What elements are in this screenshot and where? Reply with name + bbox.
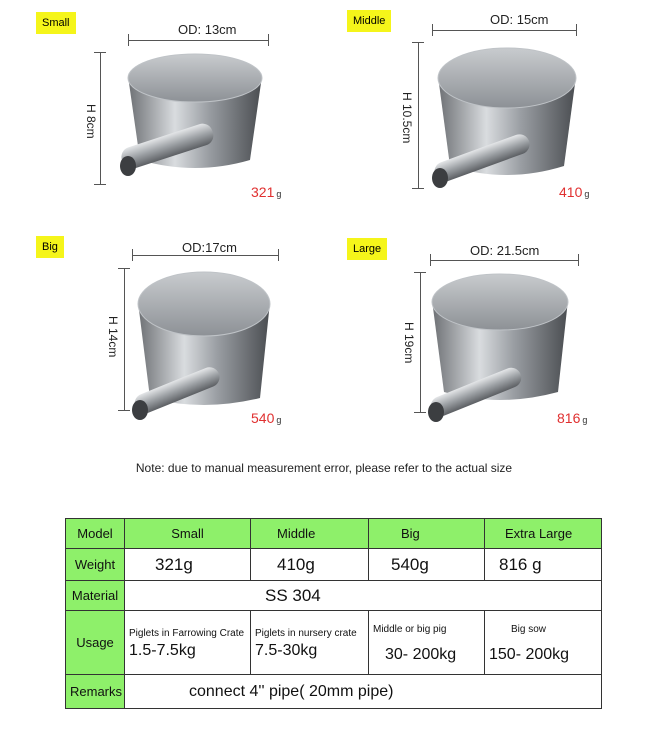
size-tag: Middle xyxy=(347,10,391,32)
weight-row xyxy=(66,549,602,581)
od-dimension-line xyxy=(430,260,578,261)
weight-unit: g xyxy=(276,415,282,425)
usage-row xyxy=(66,611,602,675)
size-tag: Big xyxy=(36,236,64,258)
usage-range: 1.5-7.5kg xyxy=(129,641,196,659)
weight-label xyxy=(559,184,589,200)
usage-range: 30- 200kg xyxy=(385,645,457,663)
weight-label xyxy=(557,410,587,426)
usage-desc: Piglets in nursery crate xyxy=(255,627,357,639)
od-tick xyxy=(578,254,579,266)
od-label: OD: 13cm xyxy=(178,22,237,37)
height-label: H 19cm xyxy=(402,322,416,364)
row-label-model: Model xyxy=(66,519,125,549)
height-dimension-line xyxy=(418,42,419,188)
bowl-image xyxy=(424,266,574,432)
usage-desc: Piglets in Farrowing Crate xyxy=(129,627,245,639)
usage-extra-large xyxy=(485,611,602,675)
usage-middle xyxy=(251,611,369,675)
weight-value: 816 xyxy=(557,410,581,426)
usage-range: 150- 200kg xyxy=(489,645,570,663)
od-tick xyxy=(432,24,433,36)
weight-small: 321g xyxy=(125,549,251,581)
measurement-note: Note: due to manual measurement error, please refer to the actual size xyxy=(135,461,513,475)
od-label: OD:17cm xyxy=(182,240,237,255)
bowl-image xyxy=(128,262,278,432)
height-tick xyxy=(94,184,106,185)
spec-table xyxy=(65,518,602,709)
od-tick xyxy=(278,249,279,261)
od-label: OD: 15cm xyxy=(490,12,549,27)
height-label: H 10.5cm xyxy=(400,92,414,144)
weight-value: 410 xyxy=(559,184,583,200)
od-tick xyxy=(128,34,129,46)
weight-unit: g xyxy=(584,189,590,199)
height-tick xyxy=(94,52,106,53)
od-dimension-line xyxy=(132,255,278,256)
usage-small xyxy=(125,611,251,675)
row-label-remarks: Remarks xyxy=(66,675,125,709)
model-middle: Middle xyxy=(251,519,369,549)
height-dimension-line xyxy=(420,272,421,412)
height-label: H 14cm xyxy=(106,316,120,358)
weight-extra-large: 816 g xyxy=(485,549,602,581)
bowl-image xyxy=(426,36,586,192)
material-value: SS 304 xyxy=(125,581,602,611)
usage-desc: Middle or big pig xyxy=(373,623,447,635)
usage-desc: Big sow xyxy=(511,623,547,635)
od-dimension-line xyxy=(128,40,268,41)
usage-range: 7.5-30kg xyxy=(255,641,318,659)
model-big: Big xyxy=(369,519,485,549)
model-small: Small xyxy=(125,519,251,549)
remarks-row xyxy=(66,675,602,709)
height-label: H 8cm xyxy=(84,104,98,139)
weight-label xyxy=(251,410,281,426)
row-label-weight: Weight xyxy=(66,549,125,581)
weight-label xyxy=(251,184,281,200)
weight-unit: g xyxy=(276,189,282,199)
od-tick xyxy=(132,249,133,261)
model-row xyxy=(66,519,602,549)
material-row xyxy=(66,581,602,611)
row-label-material: Material xyxy=(66,581,125,611)
weight-middle: 410g xyxy=(251,549,369,581)
weight-value: 540 xyxy=(251,410,275,426)
od-tick xyxy=(576,24,577,36)
height-tick xyxy=(412,42,424,43)
od-label: OD: 21.5cm xyxy=(470,243,540,258)
row-label-usage: Usage xyxy=(66,611,125,675)
size-tag: Large xyxy=(347,238,387,260)
weight-big: 540g xyxy=(369,549,485,581)
weight-unit: g xyxy=(582,415,588,425)
size-tag: Small xyxy=(36,12,76,34)
model-extra-large: Extra Large xyxy=(485,519,602,549)
remarks-value: connect 4'' pipe( 20mm pipe) xyxy=(125,675,602,709)
height-dimension-line xyxy=(100,52,101,184)
od-tick xyxy=(430,254,431,266)
od-dimension-line xyxy=(432,30,576,31)
bowl-image xyxy=(110,48,280,188)
height-dimension-line xyxy=(124,268,125,410)
weight-value: 321 xyxy=(251,184,275,200)
od-tick xyxy=(268,34,269,46)
height-tick xyxy=(412,188,424,189)
usage-big xyxy=(369,611,485,675)
